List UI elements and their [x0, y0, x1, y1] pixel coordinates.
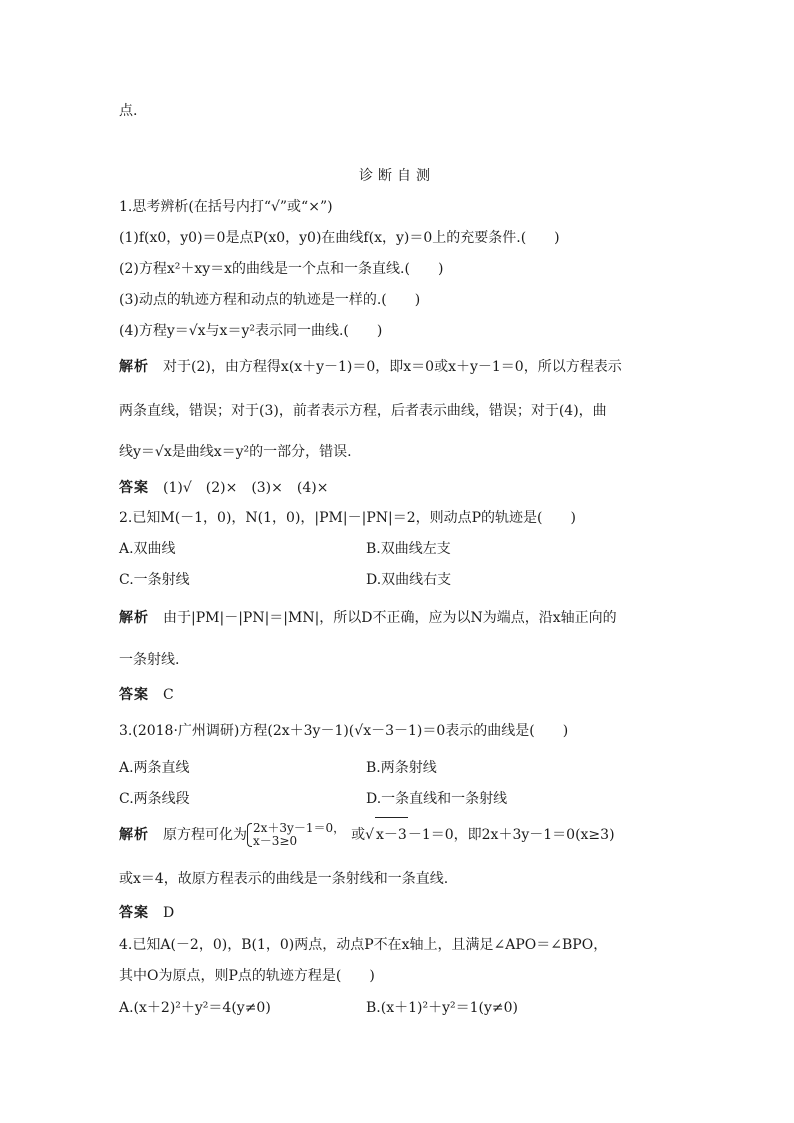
sqrt-sign: √: [365, 827, 375, 843]
q2-option-b: B.双曲线左支: [366, 541, 451, 557]
analysis-label: 解析: [119, 610, 149, 626]
top-fragment: 点.: [119, 103, 138, 119]
equation-system: [247, 822, 345, 848]
system-line-2: x－3≥0: [253, 834, 298, 848]
q3-answer-text: D: [163, 905, 175, 921]
q1-analysis-line-2: 两条直线，错误；对于(3)，前者表示方程，后者表示曲线，错误；对于(4)，曲: [119, 403, 607, 419]
q3-answer: [119, 904, 174, 922]
q3-option-c: C.两条线段: [119, 791, 190, 807]
q3-stem: 3.(2018·广州调研)方程(2x＋3y－1)(√x－3－1)＝0表示的曲线是( ): [119, 723, 569, 739]
q4-option-b: B.(x＋1)²＋y²＝1(y≠0): [366, 1000, 518, 1016]
q3-analysis-mid: 或: [351, 827, 366, 843]
q3-analysis-line-1: [119, 817, 615, 852]
q3-analysis-line-2: 或x＝4，故原方程表示的曲线是一条射线和一条直线.: [119, 871, 449, 887]
analysis-label: 解析: [119, 359, 149, 375]
q2-answer: [119, 686, 174, 704]
q2-answer-text: C: [163, 687, 174, 703]
q2-analysis-line-2: 一条射线.: [119, 652, 180, 668]
q1-stem: 1.思考辨析(在括号内打“√”或“×”): [119, 199, 333, 215]
q1-analysis-line-1: [119, 358, 622, 376]
q1-answer: [119, 479, 328, 497]
analysis-label: 解析: [119, 827, 149, 843]
answer-label: 答案: [119, 905, 149, 921]
q2-option-d: D.双曲线右支: [366, 572, 452, 588]
answer-label: 答案: [119, 687, 149, 703]
q1-answer-text: (1)√ (2)× (3)× (4)×: [163, 480, 329, 496]
q1-analysis-line-3: 线y＝√x是曲线x＝y²的一部分，错误.: [119, 444, 352, 460]
q3-analysis-suffix: －1＝0，即2x＋3y－1＝0(x≥3): [407, 827, 615, 843]
q3-option-a: A.两条直线: [119, 760, 190, 776]
q3-option-b: B.两条射线: [366, 760, 437, 776]
q1-item-2: (2)方程x²＋xy＝x的曲线是一个点和一条直线.( ): [119, 261, 444, 277]
q3-analysis-prefix: 原方程可化为: [163, 827, 247, 843]
q1-item-4: (4)方程y＝√x与x＝y²表示同一曲线.( ): [119, 323, 383, 339]
section-title: 诊断自测: [359, 168, 435, 184]
q4-option-a: A.(x＋2)²＋y²＝4(y≠0): [119, 1000, 271, 1016]
q2-stem: 2.已知M(－1，0)，N(1，0)，|PM|－|PN|＝2，则动点P的轨迹是( ): [119, 510, 576, 526]
q1-analysis-text-1: 对于(2)，由方程得x(x＋y－1)＝0，即x＝0或x＋y－1＝0，所以方程表示: [163, 359, 622, 375]
system-line-1: 2x＋3y－1＝0，: [253, 821, 346, 835]
answer-label: 答案: [119, 480, 149, 496]
q3-option-d: D.一条直线和一条射线: [366, 791, 508, 807]
q2-option-a: A.双曲线: [119, 541, 176, 557]
q1-item-1: (1)f(x0，y0)＝0是点P(x0，y0)在曲线f(x，y)＝0上的充要条件.( ): [119, 230, 560, 246]
q2-analysis-line-1: [119, 609, 617, 627]
q2-option-c: C.一条射线: [119, 572, 190, 588]
q4-stem-line-2: 其中O为原点，则P点的轨迹方程是( ): [119, 968, 375, 984]
sqrt-radicand: x－3: [375, 817, 408, 852]
q1-item-3: (3)动点的轨迹方程和动点的轨迹是一样的.( ): [119, 292, 421, 308]
q2-analysis-text-1: 由于|PM|－|PN|＝|MN|，所以D不正确，应为以N为端点，沿x轴正向的: [163, 610, 617, 626]
q4-stem-line-1: 4.已知A(－2，0)，B(1，0)两点，动点P不在x轴上，且满足∠APO＝∠BPO，: [119, 937, 608, 953]
